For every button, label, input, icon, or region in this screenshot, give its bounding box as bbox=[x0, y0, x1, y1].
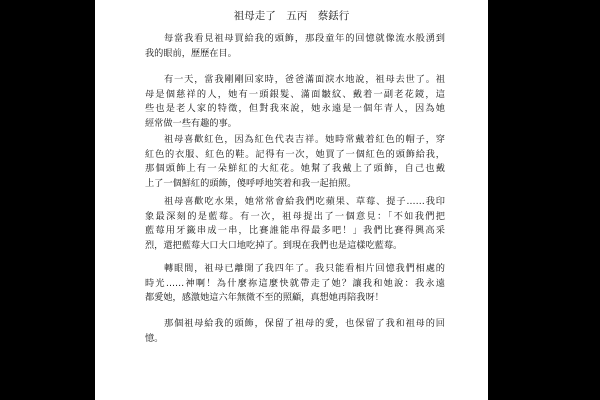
paragraph-line: 我的眼前，歷歷在目。 bbox=[145, 47, 237, 59]
paragraph-line: 都愛她，感激她這六年無微不至的照顧，真想她再陪我呀！ bbox=[145, 292, 384, 303]
paragraph-line: 上了一個鮮紅的頭飾，傻呼呼地笑着和我一起拍照。 bbox=[145, 177, 357, 189]
paragraph-5 bbox=[145, 262, 445, 306]
paragraph-line: 象最深刻的是藍莓。有一次，祖母提出了一個意見：「不如我們把 bbox=[145, 210, 445, 222]
paragraph-line: 轉眼間，祖母已離開了我四年了。我只能看相片回憶我們相處的 bbox=[164, 263, 445, 274]
paragraph-line: 憶。 bbox=[145, 332, 164, 344]
paragraph-line: 藍莓用牙籤串成一串，比賽誰能串得最多吧！」我們比賽得興高采 bbox=[145, 225, 445, 236]
paragraph-line: 母是個慈祥的人，她有一頭銀髮、滿面皺紋、戴着一副老花鏡，這 bbox=[145, 88, 445, 100]
paragraph-1 bbox=[145, 32, 445, 61]
paragraph-line: 祖母喜歡吃水果，她常常會給我們吃蘋果、草莓、提子……我印 bbox=[164, 196, 445, 207]
paragraph-3 bbox=[145, 133, 445, 191]
document-title: 祖母走了 五丙 蔡銩行 bbox=[233, 10, 350, 22]
paragraph-2 bbox=[145, 73, 445, 131]
paragraph-line: 經常做一些有趣的事。 bbox=[145, 117, 237, 129]
paragraph-line: 些也是老人家的特徵，但對我來說，她永遠是一個年青人，因為她 bbox=[145, 103, 445, 114]
paragraph-line: 有一天，當我剛剛回家時，爸爸滿面淚水地說，祖母去世了。祖 bbox=[164, 74, 445, 85]
paragraph-line: 每當我看見祖母買給我的頭飾，那段童年的回憶就像流水般湧到 bbox=[164, 33, 445, 44]
paragraph-line: 紅色的衣服、紅色的鞋。記得有一次，她買了一個紅色的頭飾給我， bbox=[145, 148, 445, 160]
paragraph-line: 祖母喜歡紅色，因為紅色代表吉祥。她時常戴着紅色的帽子，穿 bbox=[164, 134, 445, 145]
paragraph-line: 時光……神啊！為什麼祢這麼快就帶走了她？讓我和她說：我永遠 bbox=[145, 277, 445, 289]
paragraph-line: 那個祖母給我的頭飾，保留了祖母的愛，也保留了我和祖母的回 bbox=[164, 318, 445, 329]
paragraph-6 bbox=[145, 317, 445, 346]
paragraph-line: 烈，還把藍莓大口大口地吃掉了。到現在我們也是這樣吃藍莓。 bbox=[145, 239, 403, 251]
paragraph-line: 那個頭飾上有一朵鮮紅的大紅花。她幫了我戴上了頭飾，自己也戴 bbox=[145, 163, 445, 174]
document-page bbox=[95, 0, 488, 400]
paragraph-4 bbox=[145, 195, 445, 253]
